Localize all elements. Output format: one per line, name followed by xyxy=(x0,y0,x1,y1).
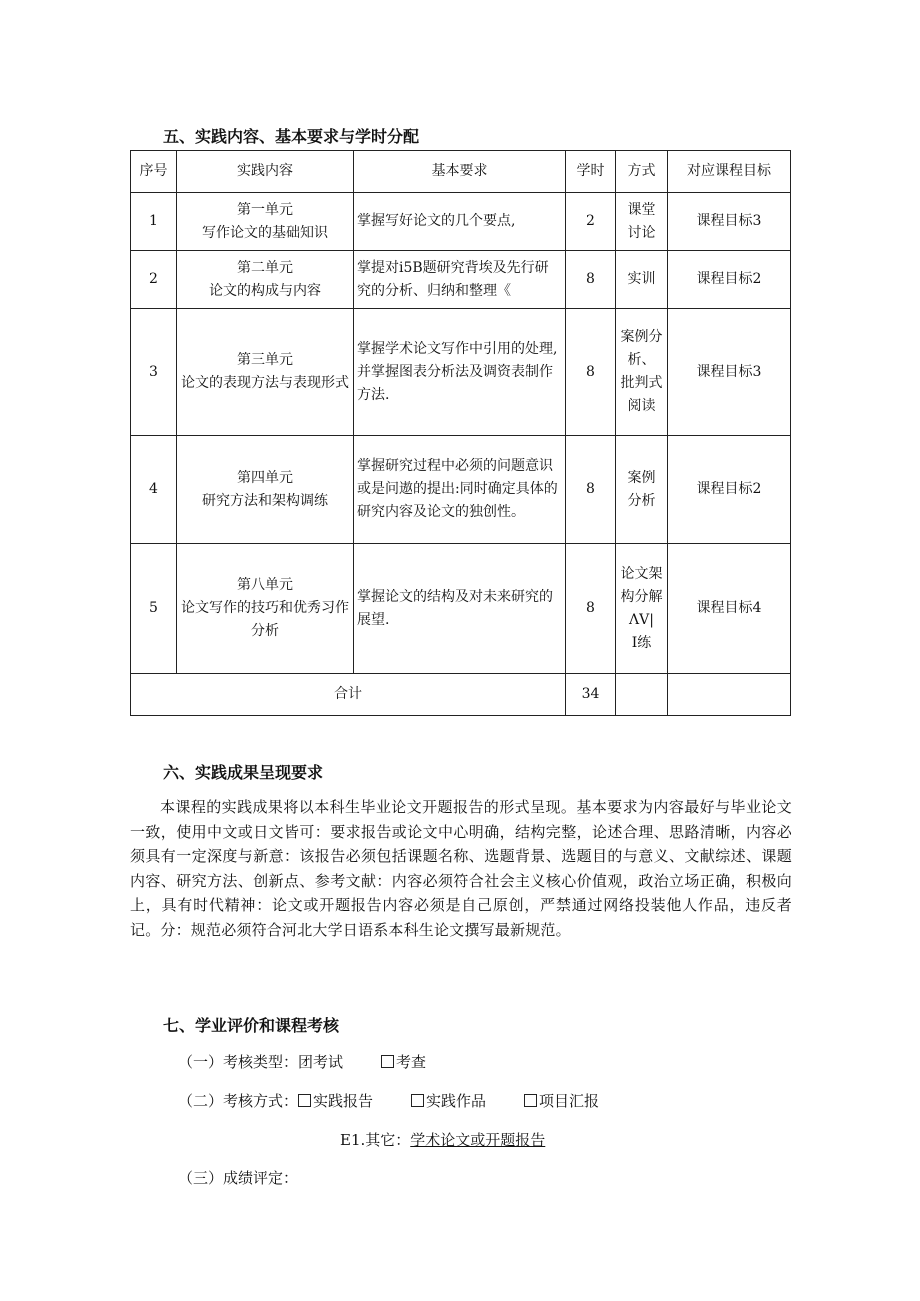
section6-title: 六、实践成果呈现要求 xyxy=(163,763,324,782)
header-goal: 对应课程目标 xyxy=(668,151,791,193)
total-goal-empty xyxy=(668,674,791,716)
method-option-report[interactable] xyxy=(298,1092,373,1110)
checkbox-icon xyxy=(524,1094,537,1107)
method-option-presentation[interactable] xyxy=(524,1092,599,1110)
assessment-type-line xyxy=(178,1051,426,1072)
assessment-type-option-check[interactable] xyxy=(381,1053,426,1071)
total-label: 合计 xyxy=(131,674,566,716)
row-number: 5 xyxy=(131,544,177,674)
method-line: 批判式 xyxy=(620,375,663,391)
row-hours: 8 xyxy=(566,251,616,309)
assessment-type-label: （一）考核类型： xyxy=(178,1053,299,1071)
assessment-method-label: （二）考核方式： xyxy=(178,1092,299,1110)
row-number: 4 xyxy=(131,436,177,544)
assessment-method-line xyxy=(178,1090,599,1111)
section7-title: 七、学业评价和课程考核 xyxy=(163,1016,340,1035)
table-row xyxy=(131,251,791,309)
row-goal: 课程目标3 xyxy=(668,309,791,436)
row-method xyxy=(616,251,668,309)
table-total-row xyxy=(131,674,791,716)
table-row xyxy=(131,544,791,674)
unit-title: 论文的表现方法与表现形式 xyxy=(181,375,349,391)
total-method-empty xyxy=(616,674,668,716)
total-hours: 34 xyxy=(566,674,616,716)
table-row xyxy=(131,309,791,436)
unit-title: 写作论文的基础知识 xyxy=(202,224,328,241)
section6-paragraph: 本课程的实践成果将以本科生毕业论文开题报告的形式呈现。基本要求为内容最好与毕业论文一致，使用中文或日文皆可：要求报告或论文中心明确，结构完整，论述合理、思路清晰，内容必须具有一定深度与新意：该报告必须包括课题名称、选题背景、选题目的与意义、文献综述、课题内容、研究方法、创新点、参考文献：内容必须符合社会主义核心价值观，政治立场正确，积极向上，具有时代精神：论文或开题报告内容必须是自己原创，严禁通过网络投装他人作品，违反者记。分：规范必须符合河北大学日语系本科生论文撰写最新规范。 xyxy=(130,798,792,939)
method-line: 分析 xyxy=(627,492,656,509)
row-goal: 课程目标2 xyxy=(668,251,791,309)
method-line: 案例分 xyxy=(620,329,663,345)
row-number: 3 xyxy=(131,309,177,436)
row-content xyxy=(177,436,354,544)
unit-title: 论文的构成与内容 xyxy=(209,282,321,299)
row-content xyxy=(177,544,354,674)
row-requirement: 掌握学术论文写作中引用的处理,并掌握图表分析法及调资表制作方法. xyxy=(354,309,566,436)
row-method xyxy=(616,544,668,674)
method-line: 构分解 xyxy=(620,588,663,605)
method-line: I练 xyxy=(631,634,652,651)
unit-label: 第八单元 xyxy=(237,577,293,593)
checkbox-icon xyxy=(381,1055,394,1068)
grade-label: （三）成绩评定： xyxy=(178,1169,299,1187)
row-hours: 8 xyxy=(566,436,616,544)
row-requirement: 掌握研究过程中必须的问题意识或是问遨的提出:同时确定具体的研究内容及论文的独创性。 xyxy=(354,436,566,544)
method-line: 论文架 xyxy=(620,565,663,582)
method-line: 课堂 xyxy=(627,201,656,218)
header-number: 序号 xyxy=(131,151,177,193)
method-line: 析、 xyxy=(627,352,656,368)
checkbox-icon xyxy=(298,1094,311,1107)
practice-table xyxy=(130,150,791,716)
row-hours: 2 xyxy=(566,193,616,251)
other-value: 学术论文或开题报告 xyxy=(410,1131,546,1149)
unit-label: 第三单元 xyxy=(237,352,293,368)
method-line: 实训 xyxy=(627,271,656,287)
header-hours: 学时 xyxy=(566,151,616,193)
unit-title: 论文写作的技巧和优秀习作分析 xyxy=(181,600,349,639)
row-goal: 课程目标4 xyxy=(668,544,791,674)
assessment-type-option-exam[interactable]: 团考试 xyxy=(298,1053,344,1071)
header-requirement: 基本要求 xyxy=(354,151,566,193)
method-line: ΛV| xyxy=(629,611,654,628)
unit-label: 第四单元 xyxy=(237,469,293,486)
unit-title: 研究方法和架构调练 xyxy=(202,492,328,509)
method-line: 讨论 xyxy=(627,224,656,241)
row-hours: 8 xyxy=(566,544,616,674)
row-hours: 8 xyxy=(566,309,616,436)
header-method: 方式 xyxy=(616,151,668,193)
method-line: 案例 xyxy=(627,469,656,486)
option-label: 实践作品 xyxy=(426,1092,487,1110)
row-content xyxy=(177,251,354,309)
method-line: 阅读 xyxy=(627,398,656,414)
table-row xyxy=(131,193,791,251)
row-content xyxy=(177,309,354,436)
section5-title: 五、实践内容、基本要求与学时分配 xyxy=(163,127,420,146)
header-content: 实践内容 xyxy=(177,151,354,193)
table-row xyxy=(131,436,791,544)
table-header-row xyxy=(131,151,791,193)
option-label: 实践报告 xyxy=(313,1092,374,1110)
row-method xyxy=(616,436,668,544)
unit-label: 第一单元 xyxy=(237,201,293,218)
unit-label: 第二单元 xyxy=(237,259,293,276)
other-prefix: E1.其它： xyxy=(340,1131,411,1149)
row-number: 1 xyxy=(131,193,177,251)
checkbox-icon xyxy=(411,1094,424,1107)
assessment-other-line xyxy=(340,1129,545,1150)
row-method xyxy=(616,193,668,251)
row-goal: 课程目标2 xyxy=(668,436,791,544)
row-goal: 课程目标3 xyxy=(668,193,791,251)
row-requirement: 掌握论文的结构及对未来研究的展望. xyxy=(354,544,566,674)
method-option-work[interactable] xyxy=(411,1092,486,1110)
row-method xyxy=(616,309,668,436)
option-label: 考查 xyxy=(396,1053,427,1071)
row-number: 2 xyxy=(131,251,177,309)
option-label: 项目汇报 xyxy=(539,1092,600,1110)
row-requirement: 掌提对i5B题研究背埃及先行研究的分析、归纳和整理《 xyxy=(354,251,566,309)
row-requirement: 掌握写好论文的几个要点, xyxy=(354,193,566,251)
row-content xyxy=(177,193,354,251)
